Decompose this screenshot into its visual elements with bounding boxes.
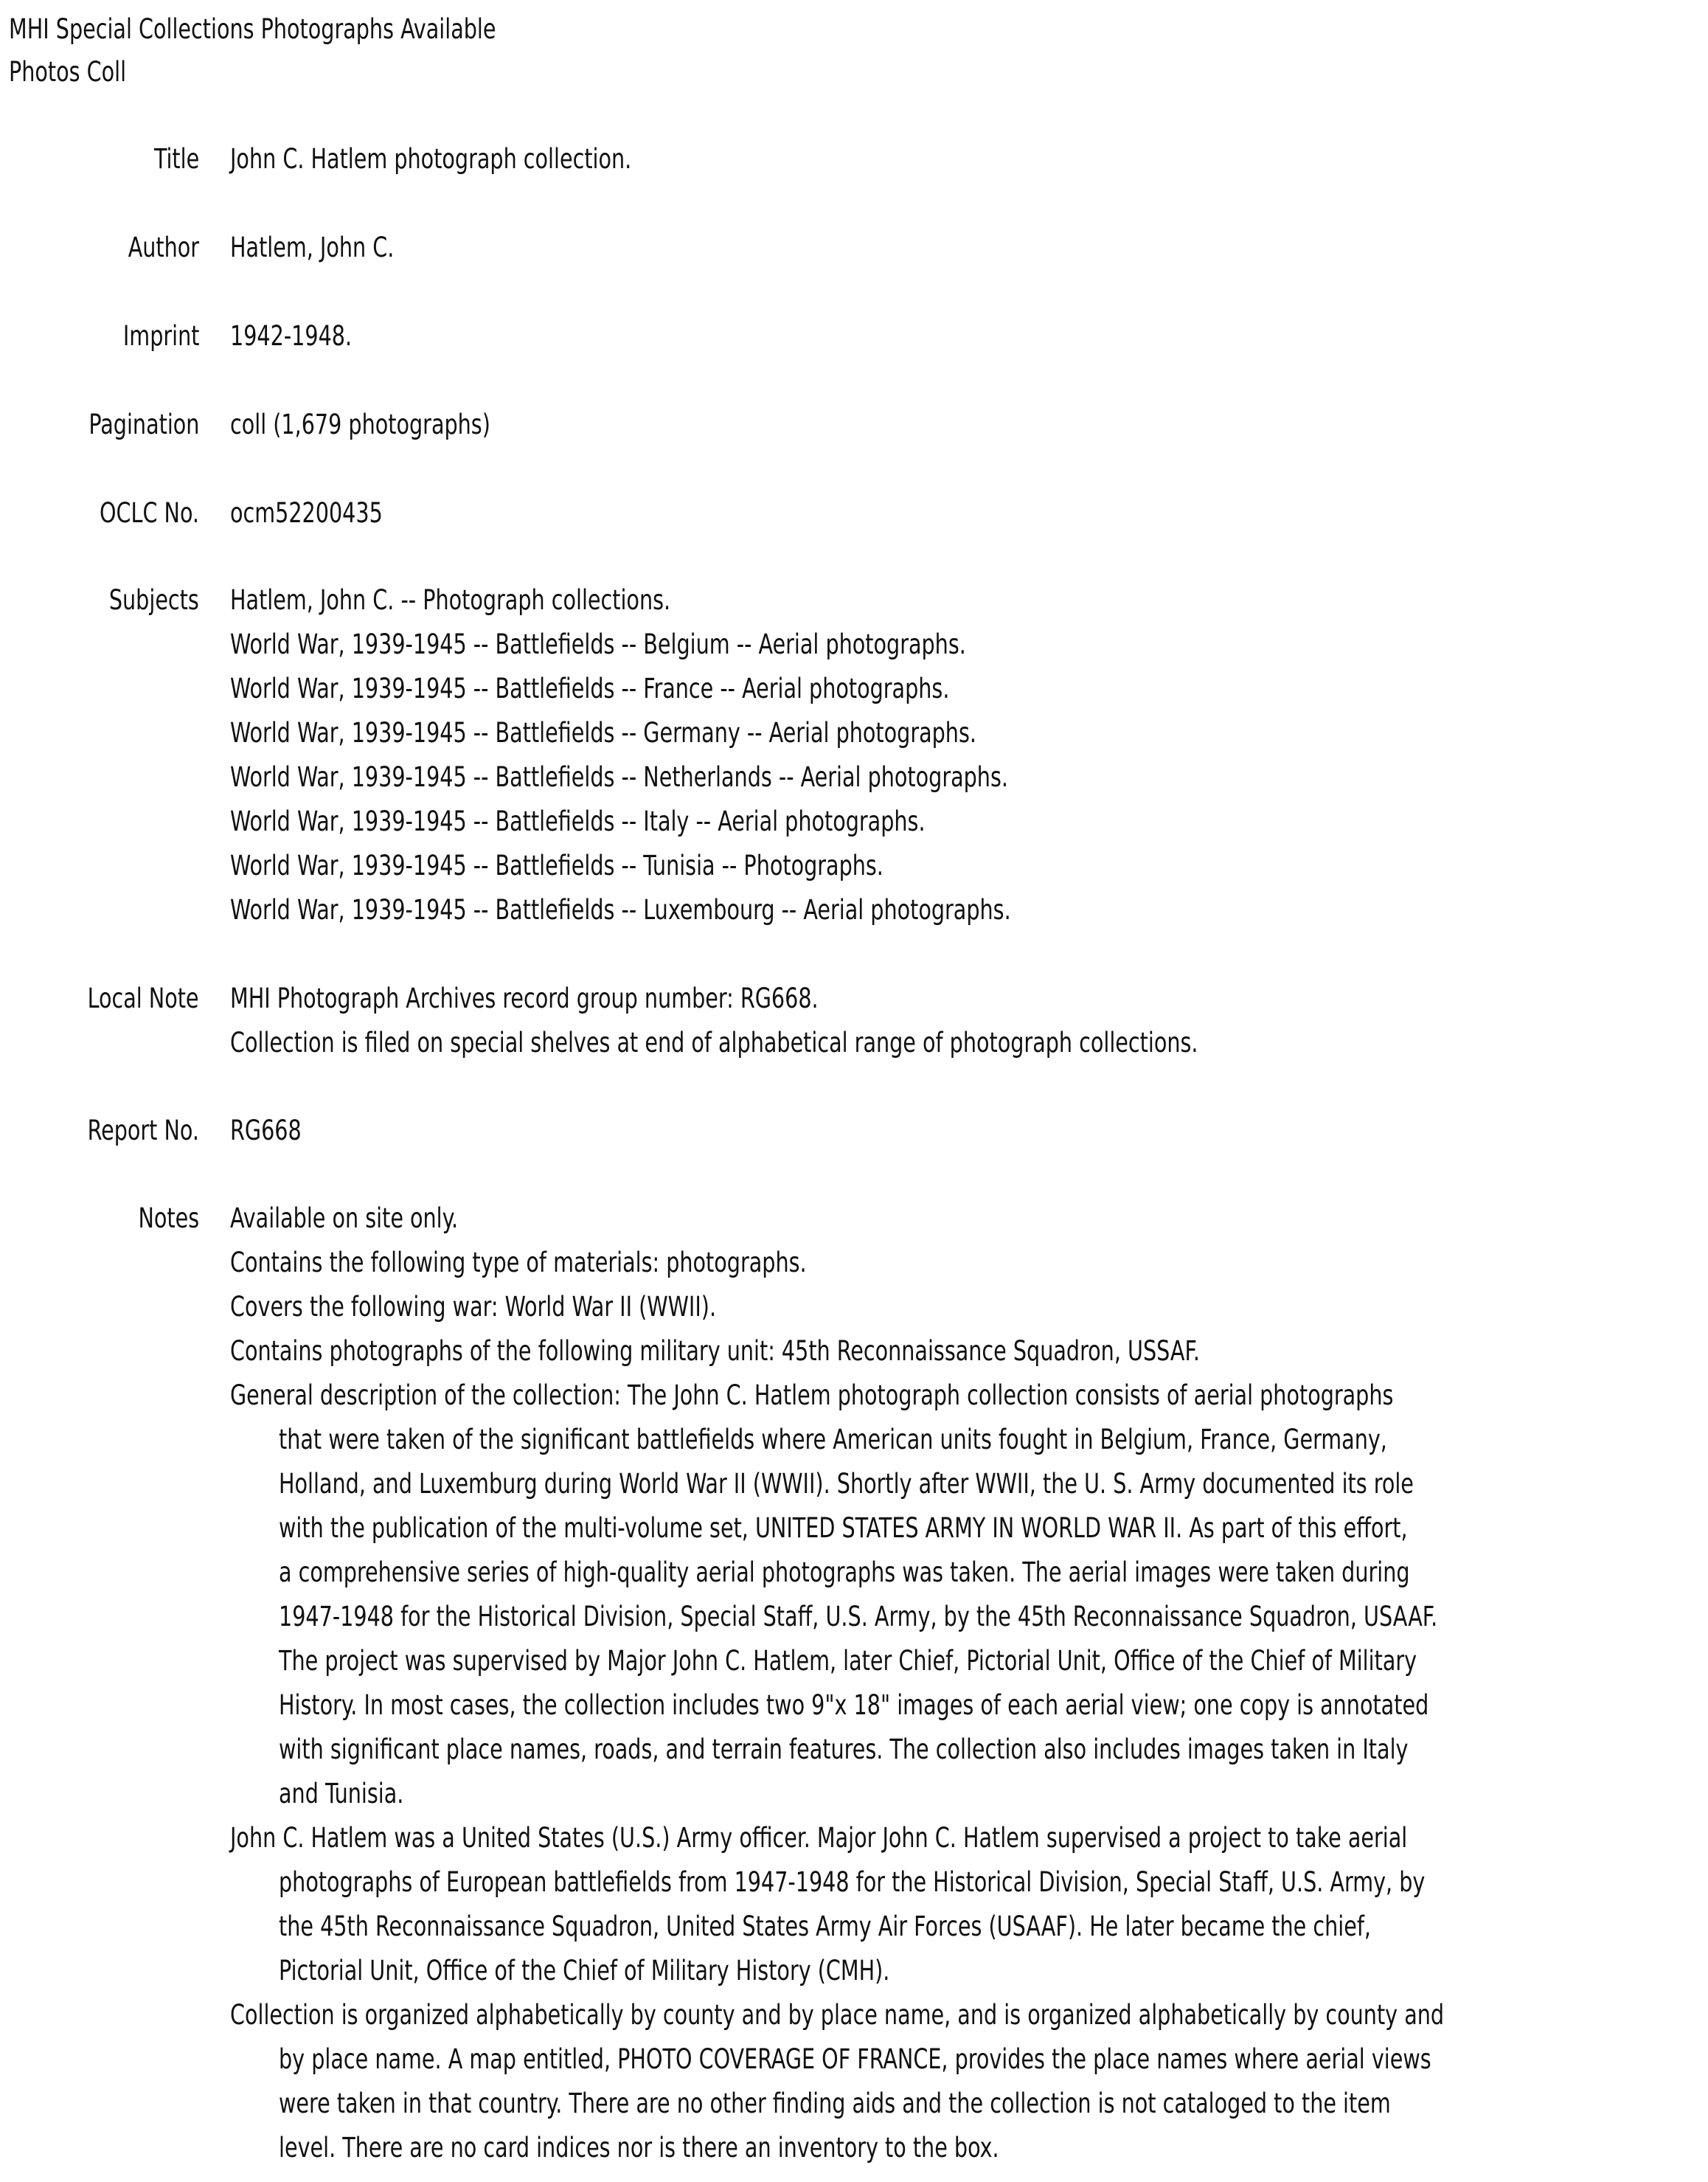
subject-heading: Hatlem, John C. -- Photograph collections.	[230, 584, 671, 616]
note-line: Collection is organized alphabetically by county and by place name, and is organized alphabetically by county and	[230, 1999, 1445, 2031]
field-label: Report No.	[87, 1115, 199, 1146]
note-line: General description of the collection: The John C. Hatlem photograph collection consists of aerial photographs	[230, 1379, 1394, 1411]
note-continuation-line: by place name. A map entitled, PHOTO COVERAGE OF FRANCE, provides the place names where aerial views	[279, 2043, 1431, 2075]
note-continuation-line: The project was supervised by Major John C. Hatlem, later Chief, Pictorial Unit, Office of the Chief of Military	[279, 1645, 1417, 1677]
field-value: 1942-1948.	[230, 320, 353, 352]
subject-heading: World War, 1939-1945 -- Battlefields -- Tunisia -- Photographs.	[230, 850, 883, 882]
subject-heading: World War, 1939-1945 -- Battlefields -- Germany -- Aerial photographs.	[230, 717, 976, 749]
subject-heading: World War, 1939-1945 -- Battlefields -- Italy -- Aerial photographs.	[230, 806, 926, 837]
field-label: Notes	[138, 1202, 199, 1234]
note-continuation-line: a comprehensive series of high-quality aerial photographs was taken. The aerial images were taken during	[279, 1556, 1410, 1588]
subject-heading: World War, 1939-1945 -- Battlefields -- Netherlands -- Aerial photographs.	[230, 761, 1008, 793]
field-value: John C. Hatlem photograph collection.	[230, 143, 632, 175]
note-continuation-line: were taken in that country. There are no other finding aids and the collection is not cataloged to the item	[279, 2088, 1391, 2119]
field-value: ocm52200435	[230, 497, 383, 529]
local-note-line: Collection is filed on special shelves at end of alphabetical range of photograph collections.	[230, 1027, 1198, 1059]
collection-subheader: Photos Coll	[9, 56, 127, 88]
collection-header: MHI Special Collections Photographs Available	[9, 13, 496, 45]
note-continuation-line: level. There are no card indices nor is there an inventory to the box.	[279, 2132, 999, 2164]
note-line: Covers the following war: World War II (WWII).	[230, 1291, 717, 1323]
note-continuation-line: and Tunisia.	[279, 1778, 404, 1809]
note-continuation-line: 1947-1948 for the Historical Division, Special Staff, U.S. Army, by the 45th Reconnaissance Squadron, USAAF.	[279, 1601, 1438, 1632]
field-label: Local Note	[88, 983, 199, 1014]
note-continuation-line: Pictorial Unit, Office of the Chief of Military History (CMH).	[279, 1955, 890, 1987]
note-continuation-line: with the publication of the multi-volume set, UNITED STATES ARMY IN WORLD WAR II. As part of this effort,	[279, 1512, 1408, 1544]
notes-list	[230, 1196, 1708, 2170]
field-value: coll (1,679 photographs)	[230, 409, 490, 440]
field-label: Subjects	[109, 584, 199, 616]
note-item	[230, 1374, 1708, 1816]
note-line: Available on site only.	[230, 1202, 459, 1234]
note-continuation-line: that were taken of the significant battlefields where American units fought in Belgium, France, Germany,	[279, 1424, 1387, 1455]
field-label: Title	[153, 143, 199, 175]
note-continuation-line: photographs of European battlefields from 1947-1948 for the Historical Division, Special Staff, U.S. Army, by	[279, 1866, 1426, 1898]
note-item	[230, 1196, 1708, 1241]
note-continuation-line: with significant place names, roads, and terrain features. The collection also includes images taken in Italy	[279, 1734, 1409, 1765]
note-continuation-line: History. In most cases, the collection includes two 9"x 18" images of each aerial view; one copy is annotated	[279, 1689, 1429, 1721]
note-line: Contains photographs of the following military unit: 45th Reconnaissance Squadron, USSAF.	[230, 1335, 1200, 1367]
subject-heading: World War, 1939-1945 -- Battlefields -- Belgium -- Aerial photographs.	[230, 628, 966, 660]
note-line: Contains the following type of materials: photographs.	[230, 1247, 807, 1278]
note-item	[230, 1816, 1708, 1993]
note-line: John C. Hatlem was a United States (U.S.) Army officer. Major John C. Hatlem supervised a project to take aerial	[230, 1822, 1408, 1854]
note-item	[230, 1329, 1708, 1374]
field-label: Imprint	[122, 320, 199, 352]
note-continuation-line: the 45th Reconnaissance Squadron, United States Army Air Forces (USAAF). He later became the chief,	[279, 1911, 1372, 1942]
local-note-line: MHI Photograph Archives record group number: RG668.	[230, 983, 819, 1014]
note-item	[230, 1285, 1708, 1329]
subject-heading: World War, 1939-1945 -- Battlefields -- France -- Aerial photographs.	[230, 673, 950, 704]
field-label: Author	[128, 232, 199, 263]
field-label: OCLC No.	[99, 497, 199, 529]
note-continuation-line: Holland, and Luxemburg during World War II (WWII). Shortly after WWII, the U. S. Army documented its role	[279, 1468, 1414, 1500]
note-item	[230, 1993, 1708, 2170]
subject-heading: World War, 1939-1945 -- Battlefields -- Luxembourg -- Aerial photographs.	[230, 894, 1011, 926]
note-item	[230, 1241, 1708, 1285]
field-value: RG668	[230, 1115, 302, 1146]
field-value: Hatlem, John C.	[230, 232, 395, 263]
field-label: Pagination	[88, 409, 199, 440]
